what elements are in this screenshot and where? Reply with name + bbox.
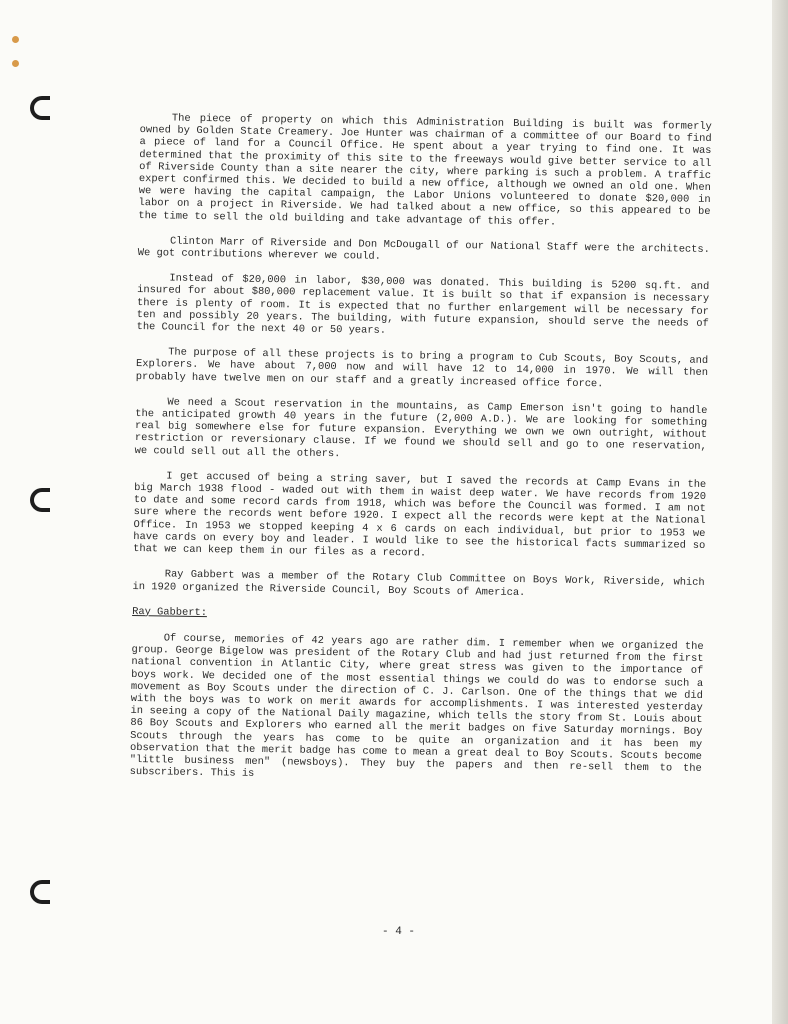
typed-text-body [129,112,712,800]
binder-hole-top [30,96,50,120]
paragraph: Ray Gabbert was a member of the Rotary Club Committee on Boys Work, Riverside, which in 1920 organized the Riverside Council, Boy Scouts of America. [132,568,705,599]
paragraph: The purpose of all these projects is to bring a program to Cub Scouts, Boy Scouts, and Explorers. We have about 7,000 now and will have 12 to 14,000 in 1970. We will then probably have twelve men on our staff and a greatly increased office force. [135,346,709,390]
page-number: - 4 - [382,926,416,938]
closing-paragraph: Of course, memories of 42 years ago are rather dim. I remember when we organized the group. George Bigelow was president of the Rotary Club and had just returned from the first national convention in Atlantic City, where great stress was given to the importance of boys work. We decided one of the most essential things we could do was to endorse such a movement as Boy Scouts under the direction of C. J. Carlson. One of the things that we did with the boys was to work on merit awards for accomplishments. I was interested yesterday in seeing a copy of the National Daily magazine, which tells the story from St. Louis about 86 Boy Scouts and Explorers who earned all the merit badges on five Saturday mornings. Boy Scouts through the years has come to be quite an organization and it has been my observation that the merit badge has come to mean a great deal to Boy Scouts. Scouts become "little business men" (newsboys). They buy the papers and then re-sell them to the subscribers. This is [129,632,704,781]
binder-hole-middle [30,488,50,512]
binder-hole-bottom [30,880,50,904]
speaker-heading: Ray Gabbert: [132,605,208,619]
paragraph: We need a Scout reservation in the mountains, as Camp Emerson isn't going to handle the anticipated growth 40 years in the future (2,000 A.D.). We are looking for something real big somewhere else for future expansion. Everything we own we own outright, without restriction or reversionary clause. If we found we should sell and go to one reservation, we could sell out all the others. [134,396,708,460]
paragraph: Instead of $20,000 in labor, $30,000 was donated. This building is 5200 sq.ft. and insured for about $80,000 replacement value. It is built so that if expansion is necessary there is plenty of room. It is expected that no further enlargement will be necessary for ten and possibly 20 years. The building, with future expansion, should serve the needs of the Council for the next 40 or 50 years. [136,272,710,337]
stain-mark [12,60,19,67]
paragraph: Clinton Marr of Riverside and Don McDougall of our National Staff were the architects. We got contributions wherever we could. [137,235,711,263]
stain-mark [12,36,19,43]
page-edge-shadow [772,0,788,1024]
paragraph: I get accused of being a string saver, but I saved the records at Camp Evans in the big March 1938 flood - waded out with them in waist deep water. We have records from 1920 to date and some record cards from 1918, which was before the Council was formed. I am not sure where the records went before 1920. I expect all the records were kept at the National Office. In 1953 we stopped keeping 4 x 6 cards on each individual, but prior to 1953 we have cards on every boy and leader. I would like to see the historical facts summarized so that we can keep them in our files as a record. [133,470,707,560]
paragraph: The piece of property on which this Administration Building is built was formerly owned by Golden State Creamery. Joe Hunter was chairman of a committee of our Board to find a piece of land for a Council Office. He spent about a year trying to find one. It was determined that the proximity of this site to the freeways would give better service to all of Riverside County than a site nearer the city, where parking is such a problem. A traffic expert confirmed this. We decided to build a new office, although we owned an old one. When we were having the capital campaign, the Labor Unions volunteered to donate $20,000 in labor on a project in Riverside. We had talked about a new office, so this appeared to be the time to sell the old building and take advantage of this offer. [138,112,712,229]
